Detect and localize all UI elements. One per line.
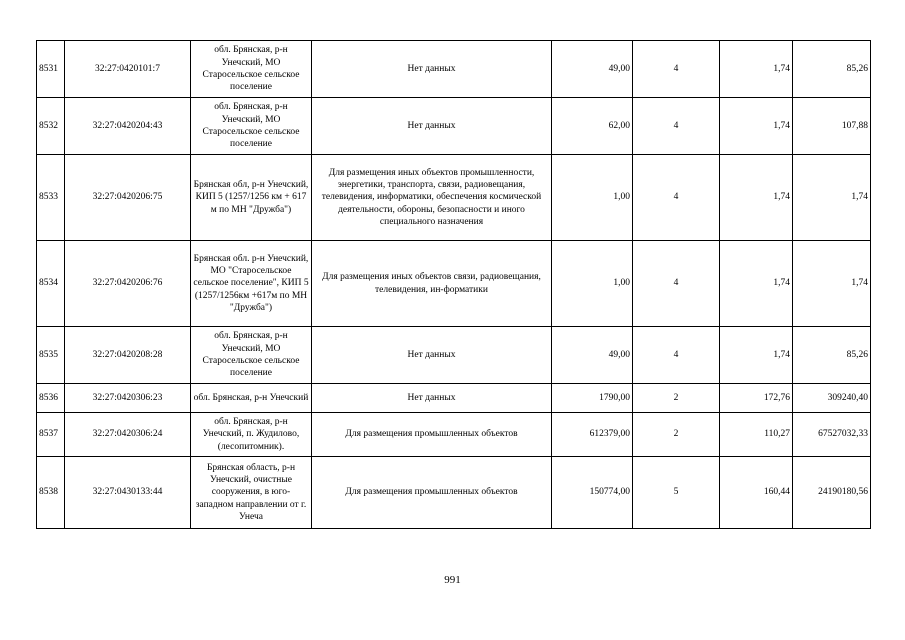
area-cell: 49,00 <box>552 41 633 98</box>
cost-cell: 1,74 <box>793 155 871 241</box>
permitted-use-cell: Для размещения промышленных объектов <box>312 413 552 457</box>
category-cell: 2 <box>633 413 720 457</box>
row-number: 8537 <box>37 413 65 457</box>
cadastral-number: 32:27:0420306:24 <box>65 413 191 457</box>
address-cell: Брянская обл, р-н Унечский, КИП 5 (1257/1256 км + 617 м по МН "Дружба") <box>191 155 312 241</box>
area-cell: 1,00 <box>552 155 633 241</box>
table-row <box>37 413 871 457</box>
rate-cell: 1,74 <box>720 155 793 241</box>
table-row <box>37 98 871 155</box>
rate-cell: 1,74 <box>720 98 793 155</box>
land-registry-table <box>36 40 871 529</box>
cost-cell: 309240,40 <box>793 384 871 413</box>
row-number: 8538 <box>37 457 65 529</box>
permitted-use-cell: Для размещения промышленных объектов <box>312 457 552 529</box>
table-row <box>37 41 871 98</box>
area-cell: 1790,00 <box>552 384 633 413</box>
cost-cell: 107,88 <box>793 98 871 155</box>
area-cell: 612379,00 <box>552 413 633 457</box>
permitted-use-cell: Нет данных <box>312 327 552 384</box>
row-number: 8534 <box>37 241 65 327</box>
cost-cell: 85,26 <box>793 41 871 98</box>
cadastral-number: 32:27:0420204:43 <box>65 98 191 155</box>
table-row <box>37 155 871 241</box>
cadastral-number: 32:27:0420306:23 <box>65 384 191 413</box>
address-cell: обл. Брянская, р-н Унечский, п. Жудилово, (лесопитомник). <box>191 413 312 457</box>
table-row <box>37 457 871 529</box>
rate-cell: 172,76 <box>720 384 793 413</box>
category-cell: 4 <box>633 241 720 327</box>
row-number: 8535 <box>37 327 65 384</box>
category-cell: 4 <box>633 98 720 155</box>
table-row <box>37 327 871 384</box>
category-cell: 4 <box>633 155 720 241</box>
cadastral-number: 32:27:0420206:75 <box>65 155 191 241</box>
rate-cell: 1,74 <box>720 41 793 98</box>
category-cell: 4 <box>633 327 720 384</box>
address-cell: обл. Брянская, р-н Унечский <box>191 384 312 413</box>
row-number: 8536 <box>37 384 65 413</box>
rate-cell: 160,44 <box>720 457 793 529</box>
area-cell: 62,00 <box>552 98 633 155</box>
permitted-use-cell: Для размещения иных объектов промышленности, энергетики, транспорта, связи, радиовещания, телевидения, информатики, обеспечения космической деятельности, обороны, безопасности и иного специального назначения <box>312 155 552 241</box>
cost-cell: 67527032,33 <box>793 413 871 457</box>
area-cell: 1,00 <box>552 241 633 327</box>
address-cell: обл. Брянская, р-н Унечский, МО Старосельское сельское поселение <box>191 98 312 155</box>
address-cell: Брянская область, р-н Унечский, очистные сооружения, в юго-западном направлении от г. Унеча <box>191 457 312 529</box>
row-number: 8533 <box>37 155 65 241</box>
page-number: 991 <box>444 574 461 586</box>
cadastral-number: 32:27:0420101:7 <box>65 41 191 98</box>
cost-cell: 1,74 <box>793 241 871 327</box>
cadastral-number: 32:27:0420208:28 <box>65 327 191 384</box>
address-cell: обл. Брянская, р-н Унечский, МО Старосельское сельское поселение <box>191 327 312 384</box>
address-cell: обл. Брянская, р-н Унечский, МО Старосельское сельское поселение <box>191 41 312 98</box>
address-cell: Брянская обл. р-н Унечский, МО "Старосельское сельское поселение", КИП 5 (1257/1256км +617м по МН "Дружба") <box>191 241 312 327</box>
row-number: 8531 <box>37 41 65 98</box>
permitted-use-cell: Нет данных <box>312 384 552 413</box>
permitted-use-cell: Для размещения иных объектов связи, радиовещания, телевидения, ин-форматики <box>312 241 552 327</box>
permitted-use-cell: Нет данных <box>312 41 552 98</box>
cost-cell: 85,26 <box>793 327 871 384</box>
rate-cell: 1,74 <box>720 327 793 384</box>
table-row <box>37 384 871 413</box>
cadastral-number: 32:27:0420206:76 <box>65 241 191 327</box>
area-cell: 49,00 <box>552 327 633 384</box>
row-number: 8532 <box>37 98 65 155</box>
area-cell: 150774,00 <box>552 457 633 529</box>
cost-cell: 24190180,56 <box>793 457 871 529</box>
table-row <box>37 241 871 327</box>
category-cell: 2 <box>633 384 720 413</box>
permitted-use-cell: Нет данных <box>312 98 552 155</box>
category-cell: 4 <box>633 41 720 98</box>
cadastral-number: 32:27:0430133:44 <box>65 457 191 529</box>
category-cell: 5 <box>633 457 720 529</box>
table-body <box>37 41 871 529</box>
rate-cell: 110,27 <box>720 413 793 457</box>
rate-cell: 1,74 <box>720 241 793 327</box>
